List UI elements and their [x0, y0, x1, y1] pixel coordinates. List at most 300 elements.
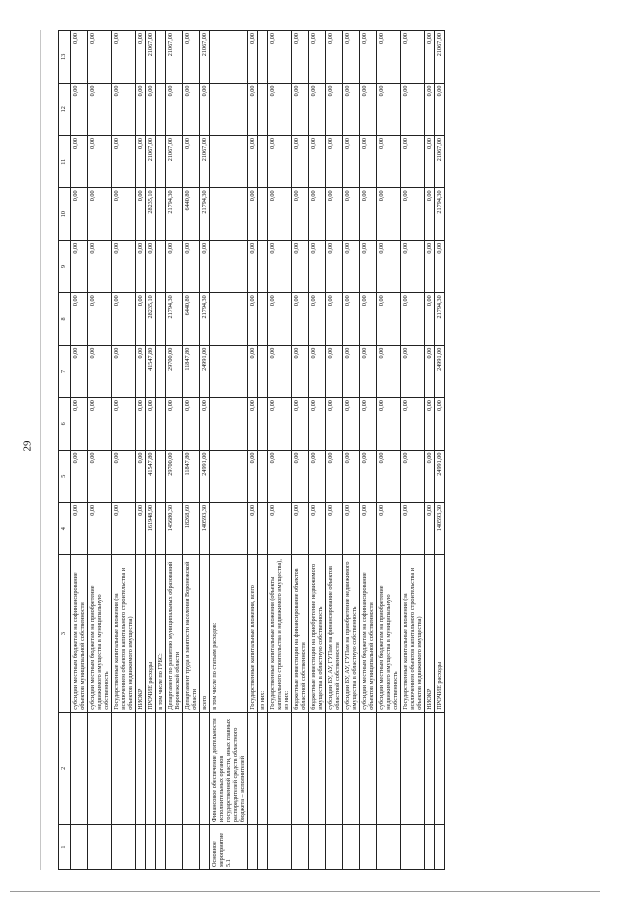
cell-value: 0,00	[136, 240, 146, 292]
cell-value: 0,00	[377, 83, 401, 135]
table-row	[360, 31, 377, 870]
cell-c2	[292, 712, 309, 824]
cell-value: 0,00	[112, 450, 136, 502]
cell-c1	[258, 825, 268, 870]
cell-c1	[200, 825, 210, 870]
cell-value: 6440,80	[183, 188, 200, 240]
cell-value: 0,00	[268, 31, 292, 84]
cell-value: 140593,30	[435, 502, 445, 554]
cell-c2	[360, 712, 377, 824]
cell-value: 0,00	[343, 398, 360, 450]
table-row	[326, 31, 343, 870]
cell-c1	[360, 825, 377, 870]
table-row	[156, 31, 166, 870]
cell-value	[210, 31, 248, 84]
cell-value: 0,00	[401, 31, 425, 84]
cell-value	[258, 83, 268, 135]
cell-value: 0,00	[326, 240, 343, 292]
table-row	[112, 31, 136, 870]
cell-value: 21067,00	[435, 31, 445, 84]
cell-value: 0,00	[401, 502, 425, 554]
cell-value: 0,00	[401, 135, 425, 187]
cell-c2: Финансовое обеспечение деятельности исполнительных органов государственной власти, иных главных распорядителей средств областного бюджета – исполнителей	[210, 712, 248, 824]
cell-c1	[136, 825, 146, 870]
table-row	[166, 31, 183, 870]
cell-value: 0,00	[136, 345, 146, 397]
cell-value: 0,00	[309, 188, 326, 240]
cell-c2	[112, 712, 136, 824]
cell-value: 145680,30	[166, 502, 183, 554]
cell-value: 0,00	[360, 188, 377, 240]
cell-value: 0,00	[200, 83, 210, 135]
cell-value: 0,00	[377, 502, 401, 554]
cell-value: 0,00	[112, 31, 136, 84]
table-row	[268, 31, 292, 870]
cell-value: 0,00	[183, 135, 200, 187]
column-header: 8	[59, 293, 71, 345]
cell-value: 18268,60	[183, 502, 200, 554]
cell-c2	[425, 712, 435, 824]
cell-value: 0,00	[309, 83, 326, 135]
cell-value: 24991,00	[200, 450, 210, 502]
cell-c3: субсидии БУ, АУ, ГУПам на финансирование объектов областной собственности	[326, 555, 343, 712]
column-header: 2	[59, 712, 71, 824]
cell-c2	[268, 712, 292, 824]
cell-value: 0,00	[377, 345, 401, 397]
cell-value: 0,00	[377, 293, 401, 345]
cell-value: 28235,10	[146, 188, 156, 240]
cell-value: 0,00	[292, 345, 309, 397]
cell-c3: Государственные капитальные вложения (объекты капитального строительства и недвижимого имущества), из них:	[268, 555, 292, 712]
cell-value: 0,00	[71, 83, 88, 135]
cell-value: 0,00	[377, 188, 401, 240]
cell-value: 0,00	[71, 31, 88, 84]
cell-value: 0,00	[343, 135, 360, 187]
column-header: 12	[59, 83, 71, 135]
cell-value: 0,00	[360, 31, 377, 84]
cell-value: 0,00	[166, 240, 183, 292]
cell-value	[156, 293, 166, 345]
cell-c3: субсидии местным бюджетам на софинансирование объектов муниципальной собственности	[360, 555, 377, 712]
cell-value: 0,00	[292, 398, 309, 450]
column-header: 5	[59, 450, 71, 502]
cell-value: 0,00	[146, 398, 156, 450]
cell-value	[210, 240, 248, 292]
cell-value: 0,00	[326, 293, 343, 345]
cell-value: 0,00	[183, 31, 200, 84]
cell-value: 0,00	[136, 398, 146, 450]
cell-c2	[401, 712, 425, 824]
cell-value: 0,00	[377, 135, 401, 187]
column-header: 4	[59, 502, 71, 554]
cell-c2	[183, 712, 200, 824]
cell-c3: в том числе по ГРБС:	[156, 555, 166, 712]
cell-value: 0,00	[88, 240, 112, 292]
cell-c3: Государственные капитальные вложения, всего	[248, 555, 258, 712]
cell-value: 21794,30	[200, 293, 210, 345]
cell-c2	[166, 712, 183, 824]
cell-value	[258, 450, 268, 502]
cell-c1	[248, 825, 258, 870]
cell-value: 0,00	[166, 398, 183, 450]
cell-c3: НИОКР	[425, 555, 435, 712]
cell-value: 0,00	[88, 502, 112, 554]
cell-value: 0,00	[136, 502, 146, 554]
cell-value: 0,00	[71, 502, 88, 554]
cell-value: 0,00	[248, 398, 258, 450]
cell-value: 0,00	[248, 450, 258, 502]
cell-c3: всего	[200, 555, 210, 712]
cell-value: 0,00	[183, 83, 200, 135]
cell-value	[210, 398, 248, 450]
table-row	[183, 31, 200, 870]
cell-value: 0,00	[309, 345, 326, 397]
cell-c2	[435, 712, 445, 824]
column-header: 7	[59, 345, 71, 397]
cell-value: 0,00	[71, 398, 88, 450]
cell-c1	[166, 825, 183, 870]
cell-value: 0,00	[360, 240, 377, 292]
cell-value	[156, 240, 166, 292]
table-body	[71, 31, 445, 870]
column-header: 10	[59, 188, 71, 240]
cell-value: 0,00	[268, 135, 292, 187]
cell-value: 21067,00	[166, 31, 183, 84]
cell-value: 0,00	[136, 293, 146, 345]
cell-value: 0,00	[425, 240, 435, 292]
cell-value: 0,00	[183, 398, 200, 450]
cell-value: 0,00	[112, 398, 136, 450]
cell-value: 0,00	[343, 83, 360, 135]
cell-value: 0,00	[248, 135, 258, 187]
cell-c1	[326, 825, 343, 870]
cell-value: 0,00	[112, 502, 136, 554]
cell-value	[210, 188, 248, 240]
cell-c1	[88, 825, 112, 870]
cell-value: 0,00	[360, 293, 377, 345]
cell-value: 29700,00	[166, 345, 183, 397]
cell-value: 0,00	[401, 398, 425, 450]
cell-value: 0,00	[401, 450, 425, 502]
cell-c2	[156, 712, 166, 824]
cell-value: 0,00	[268, 345, 292, 397]
cell-value	[258, 240, 268, 292]
cell-value: 21067,00	[146, 31, 156, 84]
cell-c1	[377, 825, 401, 870]
cell-value: 0,00	[71, 135, 88, 187]
cell-value	[258, 398, 268, 450]
cell-value: 0,00	[268, 188, 292, 240]
cell-value: 0,00	[343, 345, 360, 397]
cell-value: 0,00	[401, 240, 425, 292]
cell-c2	[309, 712, 326, 824]
cell-value: 0,00	[112, 188, 136, 240]
cell-c3: Государственные капитальные вложения (за исключением объектов капитального строительства и объектов недвижимого имущества)	[112, 555, 136, 712]
cell-value	[156, 502, 166, 554]
cell-value	[156, 345, 166, 397]
cell-value: 0,00	[268, 83, 292, 135]
cell-value	[210, 502, 248, 554]
budget-table	[58, 30, 445, 870]
cell-value: 0,00	[136, 31, 146, 84]
cell-value: 0,00	[136, 83, 146, 135]
cell-value: 0,00	[360, 135, 377, 187]
cell-value	[210, 450, 248, 502]
cell-value: 0,00	[292, 188, 309, 240]
column-header: 6	[59, 398, 71, 450]
cell-value: 0,00	[425, 83, 435, 135]
cell-value: 0,00	[268, 502, 292, 554]
cell-value: 0,00	[343, 188, 360, 240]
cell-value	[258, 135, 268, 187]
cell-value: 0,00	[425, 345, 435, 397]
cell-value: 21067,00	[146, 135, 156, 187]
cell-c1: Основное мероприятие 5.1	[210, 825, 248, 870]
cell-value: 0,00	[112, 293, 136, 345]
column-header: 3	[59, 555, 71, 712]
cell-c3: субсидии местным бюджетам на софинансирование объектов муниципальной собственности	[71, 555, 88, 712]
cell-value: 0,00	[326, 398, 343, 450]
cell-value: 0,00	[88, 398, 112, 450]
cell-value: 0,00	[326, 188, 343, 240]
cell-value: 21794,30	[166, 293, 183, 345]
cell-value: 0,00	[360, 450, 377, 502]
cell-value: 0,00	[425, 502, 435, 554]
cell-value: 21067,00	[200, 31, 210, 84]
cell-value: 0,00	[425, 135, 435, 187]
cell-value: 0,00	[360, 83, 377, 135]
cell-value: 0,00	[309, 502, 326, 554]
cell-value: 0,00	[401, 345, 425, 397]
cell-value: 0,00	[88, 83, 112, 135]
cell-value: 0,00	[268, 293, 292, 345]
cell-value: 0,00	[292, 240, 309, 292]
cell-value: 0,00	[425, 31, 435, 84]
cell-c2	[343, 712, 360, 824]
cell-value: 28235,10	[146, 293, 156, 345]
cell-c3: бюджетные инвестиции на приобретение недвижимого имущества в областную собственность	[309, 555, 326, 712]
cell-value	[210, 293, 248, 345]
cell-value: 0,00	[71, 188, 88, 240]
table-row	[248, 31, 258, 870]
cell-value: 0,00	[425, 188, 435, 240]
column-header: 1	[59, 825, 71, 870]
cell-value: 0,00	[248, 293, 258, 345]
cell-value: 0,00	[248, 502, 258, 554]
cell-c3: Департамент по развитию муниципальных образований Воронежской области	[166, 555, 183, 712]
cell-value: 0,00	[248, 240, 258, 292]
footer-rule	[10, 891, 600, 892]
cell-value: 0,00	[88, 31, 112, 84]
cell-value: 0,00	[326, 83, 343, 135]
cell-value: 21067,00	[200, 135, 210, 187]
cell-value: 0,00	[326, 502, 343, 554]
cell-value: 0,00	[88, 450, 112, 502]
cell-value: 0,00	[292, 135, 309, 187]
column-header: 11	[59, 135, 71, 187]
cell-c3: из них:	[258, 555, 268, 712]
cell-value	[210, 135, 248, 187]
cell-c1	[435, 825, 445, 870]
cell-value: 0,00	[343, 293, 360, 345]
table-row	[146, 31, 156, 870]
cell-value: 0,00	[401, 188, 425, 240]
cell-value: 24991,00	[435, 450, 445, 502]
cell-c2	[377, 712, 401, 824]
cell-value: 0,00	[292, 83, 309, 135]
cell-c2	[200, 712, 210, 824]
cell-c3: в том числе по статьям расходов:	[210, 555, 248, 712]
cell-value: 0,00	[183, 240, 200, 292]
cell-value: 140593,30	[200, 502, 210, 554]
cell-c3: ПРОЧИЕ расходы	[146, 555, 156, 712]
cell-value: 21794,30	[435, 188, 445, 240]
cell-value: 0,00	[377, 450, 401, 502]
cell-value: 0,00	[309, 31, 326, 84]
cell-value: 0,00	[326, 135, 343, 187]
cell-c3: бюджетные инвестиции на финансирование объектов областной собственности	[292, 555, 309, 712]
table-row	[377, 31, 401, 870]
page-number: 29	[21, 440, 34, 452]
table-row	[309, 31, 326, 870]
cell-value: 0,00	[292, 31, 309, 84]
cell-c3: Государственные капитальные вложения (за исключением объектов капитального строительства и объектов недвижимого имущества)	[401, 555, 425, 712]
cell-value: 0,00	[292, 502, 309, 554]
cell-value: 0,00	[166, 83, 183, 135]
cell-value: 0,00	[112, 83, 136, 135]
cell-c1	[401, 825, 425, 870]
cell-value: 0,00	[146, 83, 156, 135]
cell-value: 21794,30	[166, 188, 183, 240]
cell-value: 41547,80	[146, 345, 156, 397]
cell-value: 0,00	[435, 83, 445, 135]
cell-value: 29700,00	[166, 450, 183, 502]
cell-value: 0,00	[292, 450, 309, 502]
cell-c2	[71, 712, 88, 824]
cell-value: 161948,90	[146, 502, 156, 554]
column-header: 9	[59, 240, 71, 292]
cell-value: 0,00	[360, 398, 377, 450]
cell-value: 0,00	[136, 450, 146, 502]
cell-c2	[88, 712, 112, 824]
cell-value: 0,00	[425, 293, 435, 345]
cell-value: 0,00	[360, 345, 377, 397]
cell-value	[156, 31, 166, 84]
cell-c3: субсидии местным бюджетам на приобретение недвижимого имущества в муниципальную собственность	[377, 555, 401, 712]
cell-value: 24991,00	[200, 345, 210, 397]
cell-value	[156, 398, 166, 450]
cell-c1	[112, 825, 136, 870]
table-row	[343, 31, 360, 870]
cell-value: 0,00	[377, 398, 401, 450]
table-row	[401, 31, 425, 870]
cell-value: 0,00	[360, 502, 377, 554]
cell-value: 11847,80	[183, 345, 200, 397]
cell-value: 0,00	[248, 31, 258, 84]
table-row	[258, 31, 268, 870]
cell-value: 0,00	[377, 31, 401, 84]
cell-value: 0,00	[343, 502, 360, 554]
cell-value: 0,00	[71, 240, 88, 292]
cell-value: 0,00	[292, 293, 309, 345]
cell-value: 0,00	[88, 293, 112, 345]
cell-c1	[71, 825, 88, 870]
cell-value: 0,00	[326, 31, 343, 84]
cell-c3: субсидии местным бюджетам на приобретение недвижимого имущества в муниципальную собственность	[88, 555, 112, 712]
cell-value: 21067,00	[166, 135, 183, 187]
cell-value: 0,00	[268, 240, 292, 292]
cell-value: 0,00	[309, 398, 326, 450]
table-row	[435, 31, 445, 870]
cell-c3: НИОКР	[136, 555, 146, 712]
cell-value: 0,00	[309, 135, 326, 187]
scan-margin-line	[40, 30, 41, 870]
table-row	[210, 31, 248, 870]
cell-c1	[425, 825, 435, 870]
cell-value: 0,00	[71, 450, 88, 502]
table-row	[136, 31, 146, 870]
cell-value: 0,00	[425, 398, 435, 450]
cell-value: 0,00	[309, 293, 326, 345]
cell-value	[258, 345, 268, 397]
cell-value: 0,00	[200, 398, 210, 450]
cell-value: 0,00	[343, 450, 360, 502]
cell-value	[258, 188, 268, 240]
cell-value: 0,00	[248, 345, 258, 397]
cell-value: 0,00	[136, 188, 146, 240]
cell-value: 0,00	[88, 345, 112, 397]
cell-value: 0,00	[88, 135, 112, 187]
cell-value: 0,00	[88, 188, 112, 240]
cell-value: 0,00	[343, 240, 360, 292]
cell-c2	[248, 712, 258, 824]
cell-value: 0,00	[146, 240, 156, 292]
cell-value	[258, 31, 268, 84]
cell-c1	[268, 825, 292, 870]
cell-value: 11847,80	[183, 450, 200, 502]
cell-c2	[326, 712, 343, 824]
cell-value: 0,00	[268, 398, 292, 450]
cell-value: 0,00	[71, 293, 88, 345]
cell-value: 0,00	[112, 135, 136, 187]
cell-value: 0,00	[309, 240, 326, 292]
cell-value: 21067,00	[435, 135, 445, 187]
cell-c1	[156, 825, 166, 870]
cell-c1	[183, 825, 200, 870]
cell-c2	[258, 712, 268, 824]
cell-value: 6440,80	[183, 293, 200, 345]
cell-value: 0,00	[377, 240, 401, 292]
cell-value: 21794,30	[200, 188, 210, 240]
cell-value: 0,00	[248, 188, 258, 240]
cell-value	[156, 135, 166, 187]
cell-value: 0,00	[112, 345, 136, 397]
cell-value: 24991,00	[435, 345, 445, 397]
cell-value: 41547,80	[146, 450, 156, 502]
cell-c2	[136, 712, 146, 824]
cell-c2	[146, 712, 156, 824]
cell-value: 0,00	[112, 240, 136, 292]
rotated-table-container	[58, 30, 616, 870]
cell-value: 0,00	[326, 450, 343, 502]
cell-value: 0,00	[425, 450, 435, 502]
cell-value: 0,00	[435, 240, 445, 292]
cell-value	[210, 83, 248, 135]
table-row	[425, 31, 435, 870]
table-row	[71, 31, 88, 870]
cell-value: 0,00	[71, 345, 88, 397]
cell-c1	[146, 825, 156, 870]
